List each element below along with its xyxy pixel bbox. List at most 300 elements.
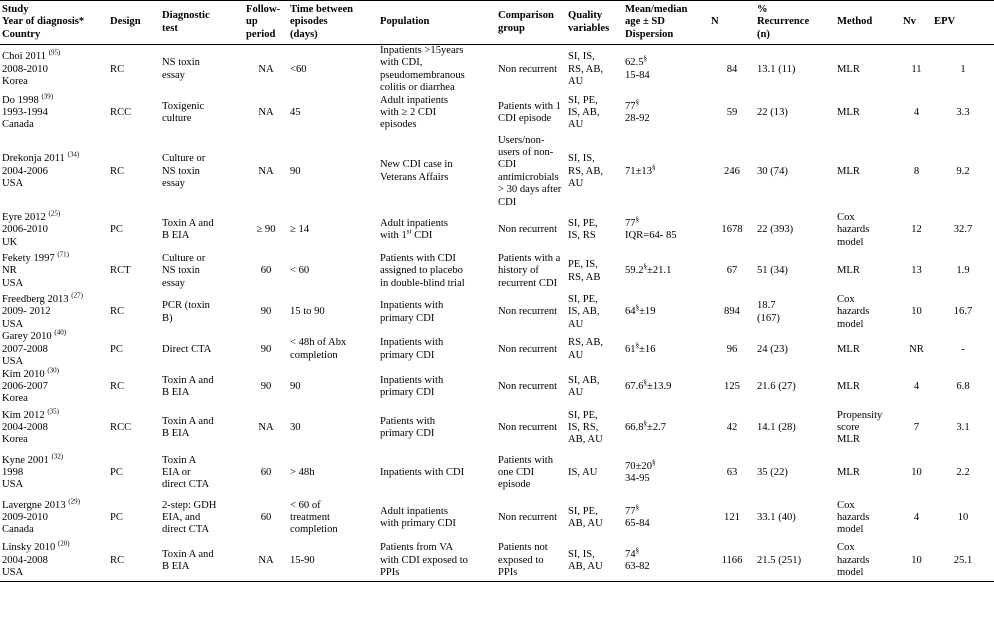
cell-time-between-episodes (288, 212, 378, 249)
study-line (2, 555, 106, 567)
study-line (2, 119, 106, 131)
reference-number: (34) (67, 150, 80, 159)
cell-line: with CDI exposed to (380, 554, 468, 566)
cell-line: AU (568, 318, 584, 330)
cell-line: AU (568, 178, 584, 190)
cell-study (0, 496, 108, 541)
header-line: (n) (757, 28, 770, 40)
study-text: USA (2, 567, 24, 579)
cell-line: 21.5 (251) (757, 554, 802, 566)
cell-n (709, 541, 755, 582)
cell-comparison-group (496, 95, 566, 132)
cell-line: Toxin A and (162, 374, 214, 386)
cell-line: hazards (837, 224, 870, 236)
study-name (2, 497, 106, 512)
cell-epv (932, 369, 994, 406)
cell-study (0, 291, 108, 331)
cell-comparison-group (496, 45, 566, 95)
cell-age (623, 406, 709, 451)
header-line: Nv (903, 16, 916, 28)
cell-line: > 30 days after (498, 184, 562, 196)
cell-line: treatment (290, 512, 331, 524)
study-text: 2006-2007 (2, 380, 48, 392)
cell-line: Inpatients with (380, 374, 444, 386)
study-line (2, 479, 106, 491)
cell-line: Patients with a (498, 252, 561, 264)
cell-quality-variables (566, 406, 623, 451)
cell-method (835, 95, 901, 132)
study-text: USA (2, 318, 24, 330)
cell-line: 28-92 (625, 113, 650, 125)
cell-population (378, 541, 496, 582)
nv-value: 10 (911, 554, 922, 566)
n-value: 246 (724, 165, 740, 177)
cell-comparison-group (496, 212, 566, 249)
cell-nv (901, 369, 932, 406)
nv-value: 10 (911, 467, 922, 479)
cell-recurrence (755, 294, 835, 331)
cell-line: 15-84 (625, 69, 650, 81)
reference-number: (25) (48, 209, 61, 218)
section-sign: § (643, 262, 648, 271)
cell-n (709, 212, 755, 249)
header-line: Dispersion (625, 28, 674, 40)
epv-value: 1.9 (956, 265, 970, 277)
cell-comparison-group (496, 406, 566, 451)
study-text: Fekety 1997 (2, 252, 55, 264)
cell-epv (932, 132, 994, 212)
follow-up-period-value: 90 (260, 343, 272, 355)
cell-line: IS, AU (568, 467, 598, 479)
cell-line: 21.6 (27) (757, 380, 796, 392)
n-value: 59 (726, 107, 738, 119)
table-row (0, 451, 994, 496)
cell-study (0, 132, 108, 212)
cell-line: B EIA (162, 428, 190, 440)
cell-recurrence (755, 45, 835, 95)
nv-value: 4 (913, 107, 920, 119)
cell-nv (901, 95, 932, 132)
cell-follow-up-period (244, 212, 288, 249)
study-text: UK (2, 236, 18, 248)
section-sign: § (635, 341, 640, 350)
section-sign: § (643, 54, 648, 63)
cell-line: SI, PE, (568, 294, 598, 306)
cell-population (378, 496, 496, 541)
cell-population (378, 45, 496, 95)
table-body (0, 45, 994, 582)
reference-number: (20) (57, 539, 70, 548)
cell-line: Patients not (498, 542, 548, 554)
cell-nv (901, 406, 932, 451)
study-line (2, 467, 106, 479)
cell-line: primary CDI (380, 428, 435, 440)
header-comparison-group (496, 1, 566, 45)
header-line: Design (110, 16, 141, 28)
cell-design (108, 132, 160, 212)
cell-line: antimicrobials (498, 171, 559, 183)
cell-line: 70±20§ (625, 458, 656, 472)
cell-nv (901, 132, 932, 212)
cell-diagnostic-test (160, 294, 244, 331)
study-name (2, 48, 106, 63)
cell-line: Non recurrent (498, 380, 558, 392)
study-text: 1998 (2, 467, 24, 479)
study-name (2, 407, 106, 422)
cell-line: PE, IS, (568, 259, 598, 271)
cell-design (108, 451, 160, 496)
study-line (2, 166, 106, 178)
cell-line: 13.1 (11) (757, 63, 796, 75)
cell-diagnostic-test (160, 45, 244, 95)
cell-line: exposed to (498, 554, 544, 566)
cell-n (709, 496, 755, 541)
cell-line: 77§ (625, 215, 640, 230)
cell-line: 14.1 (28) (757, 422, 796, 434)
cell-line: Toxigenic (162, 100, 205, 112)
study-text: Canada (2, 524, 34, 536)
nv-value: 13 (911, 265, 922, 277)
cell-design (108, 212, 160, 249)
cell-time-between-episodes (288, 294, 378, 331)
cell-diagnostic-test (160, 249, 244, 294)
header-line: N (711, 16, 719, 28)
header-line: episodes (290, 16, 328, 28)
cell-follow-up-period (244, 451, 288, 496)
study-line (2, 512, 106, 524)
cell-time-between-episodes (288, 406, 378, 451)
cell-follow-up-period (244, 95, 288, 132)
cell-population (378, 406, 496, 451)
cell-comparison-group (496, 249, 566, 294)
cell-line: New CDI case in (380, 159, 453, 171)
cell-comparison-group (496, 451, 566, 496)
cell-line: Toxin A (162, 454, 197, 466)
cell-line: AU (568, 76, 584, 88)
cell-method (835, 406, 901, 451)
cell-population (378, 132, 496, 212)
header-age (623, 1, 709, 45)
cell-quality-variables (566, 369, 623, 406)
cell-line: IS, RS (568, 230, 596, 242)
design-value: PC (110, 512, 123, 524)
cell-line: Culture or (162, 153, 206, 165)
study-text: 2004-2008 (2, 554, 48, 566)
cell-design (108, 496, 160, 541)
cell-recurrence (755, 496, 835, 541)
design-value: RCT (110, 265, 131, 277)
table-row (0, 95, 994, 132)
cell-comparison-group (496, 132, 566, 212)
study-line (2, 524, 106, 536)
nv-value: 8 (913, 165, 920, 177)
cell-age (623, 451, 709, 496)
cell-line: essay (162, 69, 185, 81)
cell-line: direct CTA (162, 479, 210, 491)
cell-time-between-episodes (288, 45, 378, 95)
cell-epv (932, 541, 994, 582)
cell-line: AU (568, 119, 584, 131)
cell-line: PPIs (380, 567, 400, 579)
cell-line: 74§ (625, 546, 640, 560)
cell-recurrence (755, 331, 835, 368)
cell-line: 63-82 (625, 560, 650, 572)
cell-study (0, 541, 108, 582)
cell-follow-up-period (244, 406, 288, 451)
nv-value: 7 (913, 422, 920, 434)
cell-study (0, 209, 108, 249)
cell-time-between-episodes (288, 541, 378, 582)
follow-up-period-value: ≥ 90 (256, 224, 276, 236)
cell-comparison-group (496, 331, 566, 368)
cell-epv (932, 45, 994, 95)
study-line (2, 237, 106, 249)
study-text: USA (2, 356, 24, 368)
cell-line: score (837, 422, 860, 434)
cell-line: 33.1 (40) (757, 512, 796, 524)
cell-line: Users/non- (498, 134, 545, 146)
study-text: Eyre 2012 (2, 211, 46, 223)
cell-line: 71±13§ (625, 163, 656, 177)
design-value: PC (110, 467, 123, 479)
cell-line: Adult inpatients (380, 218, 448, 230)
cell-line: RS, AB (568, 271, 601, 283)
n-value: 125 (724, 380, 740, 392)
cell-design (108, 45, 160, 95)
cell-nv (901, 331, 932, 368)
study-text: Freedberg 2013 (2, 294, 69, 306)
design-value: PC (110, 343, 123, 355)
cell-line: with CDI, (380, 57, 423, 69)
cell-design (108, 249, 160, 294)
header-line: EPV (934, 16, 956, 28)
header-line: group (498, 22, 525, 34)
cell-nv (901, 496, 932, 541)
cell-age (623, 249, 709, 294)
cell-method (835, 212, 901, 249)
header-recurrence (755, 1, 835, 45)
header-follow-up-period (244, 1, 288, 45)
table-row (0, 369, 994, 406)
cell-age (623, 369, 709, 406)
epv-value: 9.2 (956, 165, 970, 177)
table-row (0, 132, 994, 212)
cell-line: 30 (74) (757, 165, 788, 177)
header-row (0, 1, 994, 45)
cell-age (623, 45, 709, 95)
epv-value: 16.7 (953, 306, 973, 318)
cell-line: 66.8§±2.7 (625, 419, 667, 434)
cell-line: Patients with (498, 454, 554, 466)
header-line: % (757, 3, 768, 15)
study-text: Garey 2010 (2, 331, 52, 343)
header-epv (932, 1, 994, 45)
cell-quality-variables (566, 294, 623, 331)
cell-line: Inpatients >15years (380, 45, 464, 56)
study-line (2, 224, 106, 236)
cell-comparison-group (496, 294, 566, 331)
cell-line: Veterans Affairs (380, 171, 449, 183)
cell-diagnostic-test (160, 541, 244, 582)
cell-line: 77§ (625, 98, 640, 112)
cell-line: essay (162, 277, 185, 289)
reference-number: (35) (47, 407, 59, 416)
study-line (2, 76, 106, 88)
cell-quality-variables (566, 331, 623, 368)
header-line: Recurrence (757, 16, 810, 28)
cell-population (378, 95, 496, 132)
reference-number: (95) (48, 48, 61, 57)
follow-up-period-value: NA (258, 107, 274, 119)
cell-line: Inpatients with CDI (380, 467, 465, 479)
cell-age (623, 132, 709, 212)
table-row (0, 249, 994, 294)
study-name (2, 328, 106, 343)
study-text: USA (2, 479, 24, 491)
cell-follow-up-period (244, 496, 288, 541)
cell-nv (901, 294, 932, 331)
cell-line: 51 (34) (757, 265, 788, 277)
section-sign: § (643, 378, 648, 387)
cell-diagnostic-test (160, 406, 244, 451)
study-text: 2009-2010 (2, 512, 48, 524)
study-text: Canada (2, 119, 34, 131)
cell-nv (901, 451, 932, 496)
header-line: period (246, 28, 276, 40)
cell-n (709, 406, 755, 451)
epv-value: 3.1 (956, 422, 970, 434)
cell-line: > 48h (290, 467, 315, 479)
cell-line: Inpatients with (380, 300, 444, 312)
cell-quality-variables (566, 451, 623, 496)
cell-line: AB, AU (568, 560, 603, 572)
cell-n (709, 45, 755, 95)
cell-follow-up-period (244, 45, 288, 95)
cell-design (108, 406, 160, 451)
cell-study (0, 451, 108, 496)
cell-line: Adult inpatients (380, 94, 448, 106)
cell-age (623, 212, 709, 249)
cell-line: 34-95 (625, 473, 650, 485)
design-value: RC (110, 165, 125, 177)
cell-time-between-episodes (288, 132, 378, 212)
cell-design (108, 541, 160, 582)
cell-epv (932, 496, 994, 541)
cell-line: ≥ 14 (290, 224, 310, 236)
cell-line: AU (568, 349, 584, 361)
n-value: 96 (726, 343, 738, 355)
cell-line: <60 (290, 63, 307, 75)
cell-line: primary CDI (380, 349, 435, 361)
cell-population (378, 451, 496, 496)
cell-line: Propensity (837, 409, 883, 421)
cell-line: model (837, 236, 864, 248)
header-line: Method (837, 16, 873, 28)
cell-line: Non recurrent (498, 422, 558, 434)
header-line: Diagnostic (162, 10, 210, 22)
study-name (2, 150, 106, 165)
reference-number: (27) (71, 291, 83, 300)
study-line (2, 393, 106, 405)
cell-line: Adult inpatients (380, 505, 448, 517)
cell-line: 22 (13) (757, 107, 788, 119)
follow-up-period-value: 60 (260, 467, 272, 479)
cell-line: SI, IS, (568, 51, 595, 63)
cell-line: B) (162, 312, 173, 324)
cell-line: with primary CDI (380, 518, 456, 530)
cell-line: 90 (290, 380, 301, 392)
cell-line: IS, RS, (568, 422, 599, 434)
cell-method (835, 249, 901, 294)
cell-quality-variables (566, 45, 623, 95)
cell-line: PPIs (498, 567, 518, 579)
cell-diagnostic-test (160, 496, 244, 541)
n-value: 42 (726, 422, 738, 434)
study-text: 2009- 2012 (2, 306, 51, 318)
cell-line: 15-90 (290, 554, 315, 566)
header-line: Country (2, 28, 41, 40)
cell-line: SI, PE, (568, 409, 598, 421)
reference-number: (30) (47, 365, 59, 374)
cell-recurrence (755, 249, 835, 294)
cell-follow-up-period (244, 369, 288, 406)
study-text: Kim 2010 (2, 368, 45, 380)
cell-method (835, 331, 901, 368)
cell-study (0, 365, 108, 406)
study-line (2, 422, 106, 434)
reference-number: (32) (51, 452, 64, 461)
reference-number: (40) (54, 328, 67, 337)
study-text: 2007-2008 (2, 343, 48, 355)
header-study (0, 1, 108, 45)
cell-line: hazards (837, 554, 870, 566)
cell-line: completion (290, 524, 338, 536)
cell-line: 18.7 (757, 300, 776, 312)
cell-line: SI, PE, (568, 505, 598, 517)
cell-quality-variables (566, 496, 623, 541)
nv-value: 10 (911, 306, 922, 318)
study-line (2, 381, 106, 393)
design-value: RCC (110, 422, 132, 434)
cell-line: one CDI (498, 467, 535, 479)
cell-line: Patients with CDI (380, 252, 456, 264)
header-design (108, 1, 160, 45)
epv-value: 2.2 (956, 467, 970, 479)
cell-epv (932, 451, 994, 496)
cell-line: pseudomembranous (380, 69, 465, 81)
cell-line: MLR (837, 107, 860, 119)
study-line (2, 434, 106, 446)
cell-line: Non recurrent (498, 63, 558, 75)
cell-n (709, 249, 755, 294)
cell-line: 45 (290, 107, 301, 119)
design-value: RC (110, 554, 125, 566)
cell-age (623, 541, 709, 582)
cell-line: Cox (837, 542, 855, 554)
section-sign: § (635, 215, 640, 224)
cell-line: Patients with (380, 415, 436, 427)
cell-method (835, 541, 901, 582)
study-text: USA (2, 277, 24, 289)
cell-method (835, 132, 901, 212)
cell-method (835, 496, 901, 541)
cell-line: SI, PE, (568, 94, 598, 106)
cell-design (108, 369, 160, 406)
cell-line: NS toxin (162, 165, 200, 177)
cell-follow-up-period (244, 132, 288, 212)
cell-line: 2-step: GDH (162, 499, 217, 511)
cell-line: MLR (837, 343, 860, 355)
